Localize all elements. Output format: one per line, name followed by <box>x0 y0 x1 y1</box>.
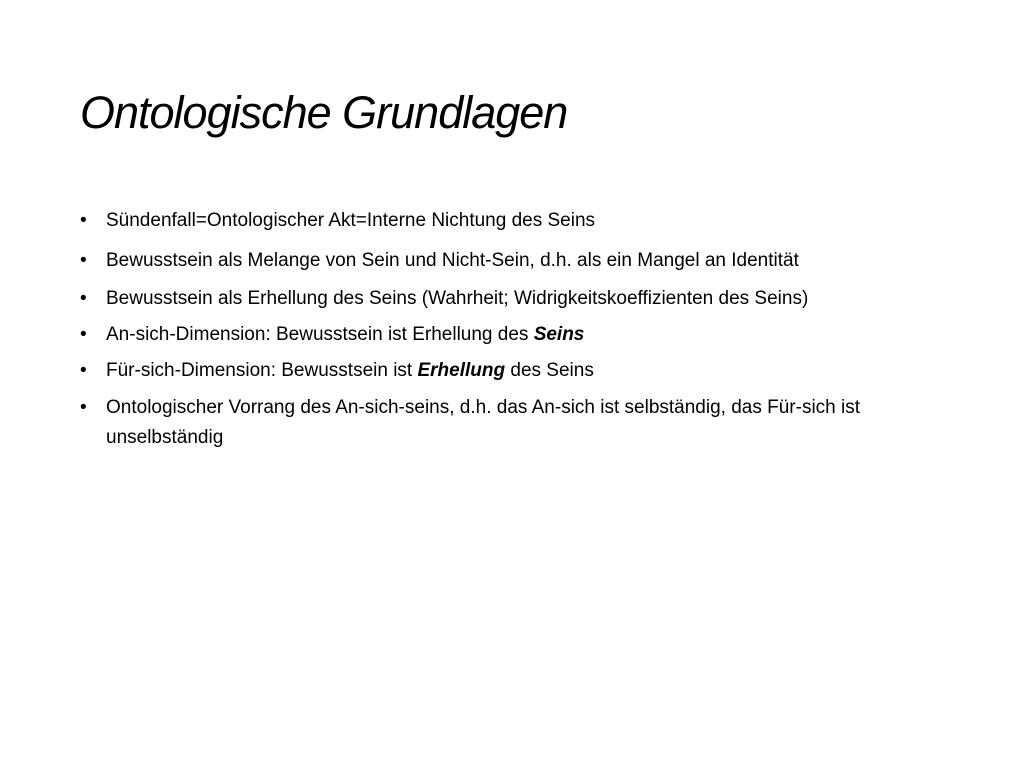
bullet-dot-icon: • <box>80 397 87 418</box>
bullet-item-4 <box>80 320 920 350</box>
bullet-item-3 <box>80 284 920 314</box>
bullet-text: Sündenfall=Ontologischer Akt=Interne Nichtung des Seins <box>106 210 596 231</box>
bullet-item-1 <box>80 206 920 236</box>
bullet-list <box>80 206 920 463</box>
bullet-text-prefix: Für-sich-Dimension: Bewusstsein ist <box>106 360 418 381</box>
bullet-text-emphasis: Seins <box>533 324 585 345</box>
bullet-text: Ontologischer Vorrang des An-sich-seins, d.h. das An-sich ist selbständig, das Für-sich ist unselbständig <box>106 397 861 448</box>
bullet-dot-icon: • <box>80 360 87 381</box>
bullet-dot-icon: • <box>80 250 87 271</box>
bullet-dot-icon: • <box>80 324 87 345</box>
bullet-dot-icon: • <box>80 210 87 231</box>
bullet-item-5 <box>80 356 920 386</box>
bullet-text-suffix: des Seins <box>505 360 594 381</box>
slide-title: Ontologische Grundlagen <box>80 87 568 138</box>
bullet-text: Bewusstsein als Melange von Sein und Nicht-Sein, d.h. als ein Mangel an Identität <box>106 250 799 271</box>
bullet-item-6 <box>80 393 920 453</box>
bullet-item-2 <box>80 246 920 276</box>
bullet-text-prefix: An-sich-Dimension: Bewusstsein ist Erhellung des <box>106 324 534 345</box>
bullet-text-emphasis: Erhellung <box>417 360 506 381</box>
bullet-text: Bewusstsein als Erhellung des Seins (Wahrheit; Widrigkeitskoeffizienten des Seins) <box>106 288 809 309</box>
bullet-dot-icon: • <box>80 288 87 309</box>
